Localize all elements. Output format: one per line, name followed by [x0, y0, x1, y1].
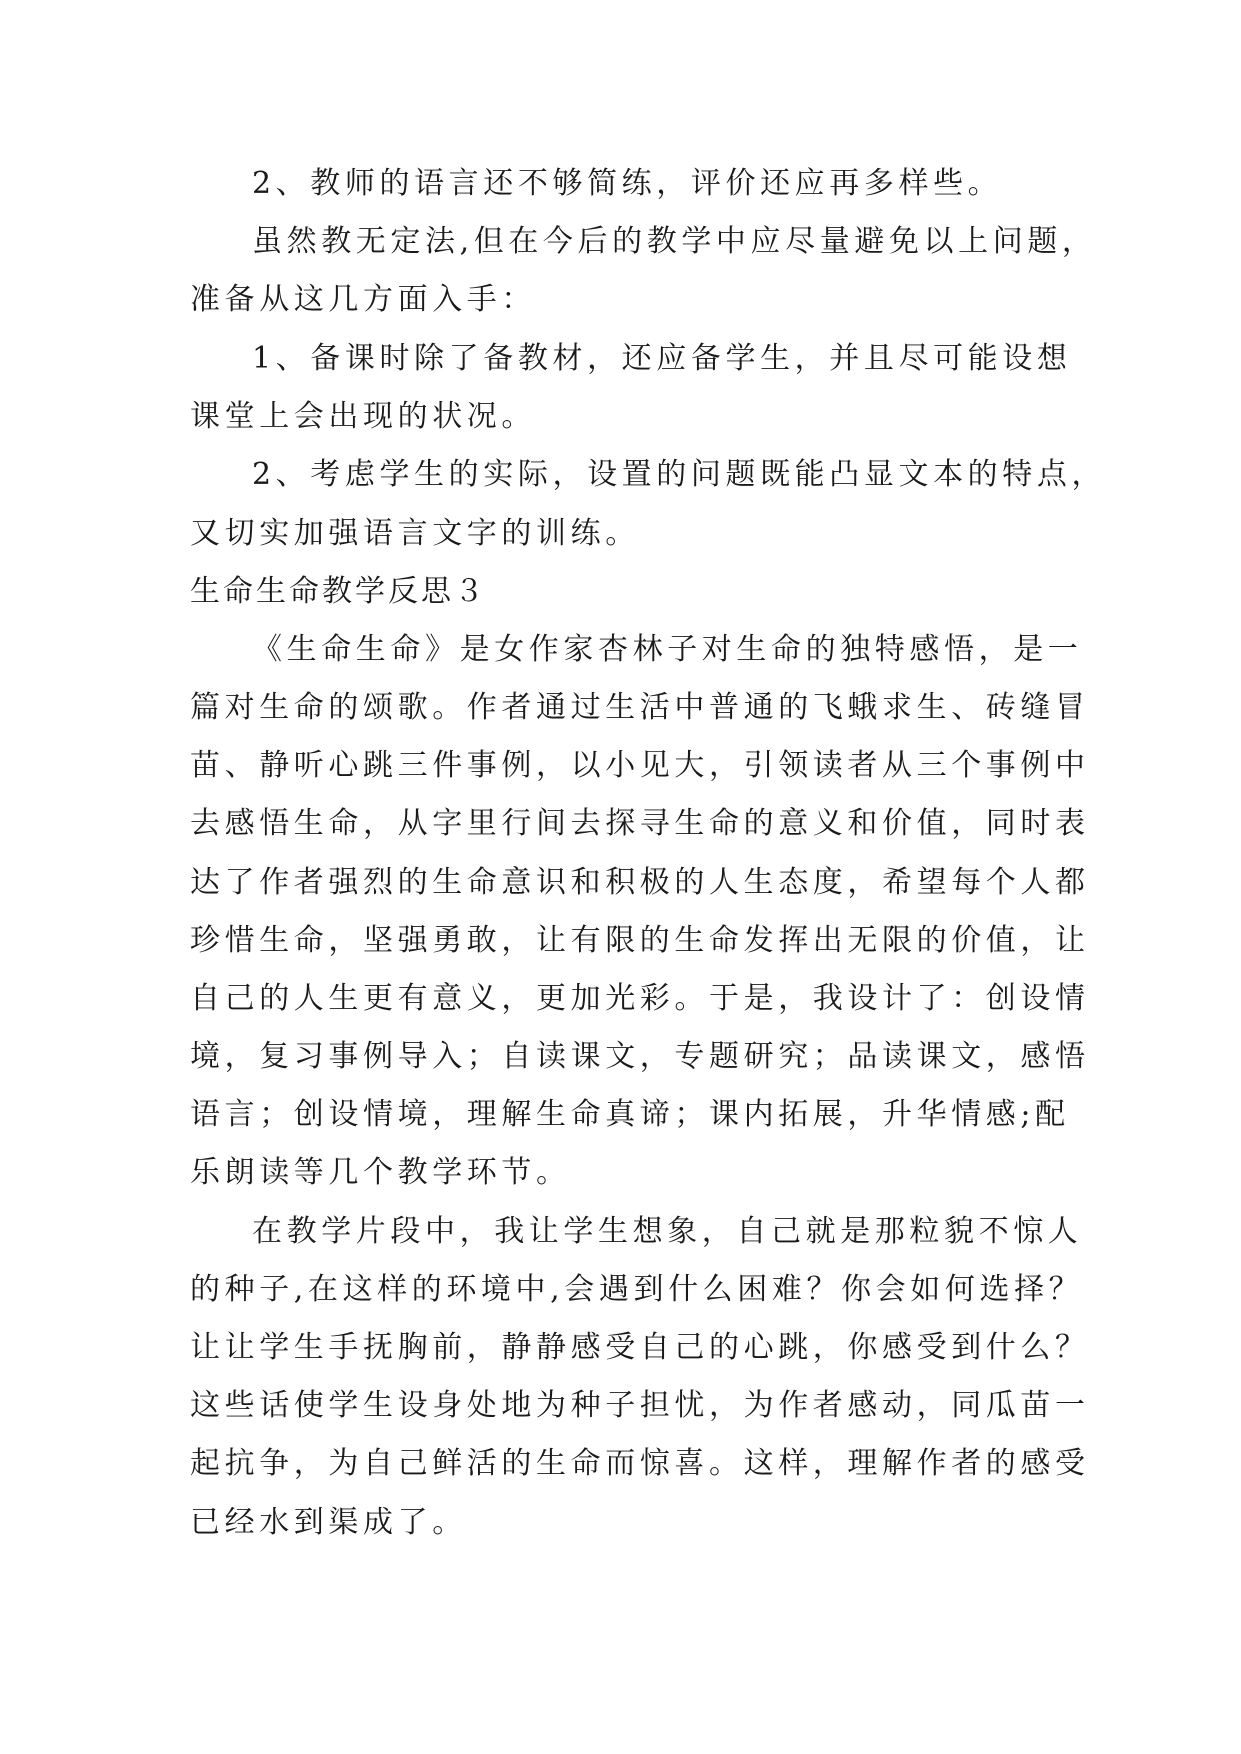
- text-line: 这些话使学生设身处地为种子担忧，为作者感动，同瓜苗一: [190, 1388, 1090, 1423]
- text-line: 达了作者强烈的生命意识和积极的人生态度，希望每个人都: [190, 865, 1090, 900]
- text-line: 篇对生命的颂歌。作者通过生活中普通的飞蛾求生、砖缝冒: [190, 690, 1090, 725]
- text-line: 乐朗读等几个教学环节。: [190, 1155, 571, 1190]
- text-line: 2、教师的语言还不够简练，评价还应再多样些。: [252, 166, 1003, 201]
- text-line: 境，复习事例导入；自读课文，专题研究；品读课文，感悟: [190, 1039, 1090, 1074]
- text-line: 准备从这几方面入手：: [190, 282, 536, 317]
- text-line: 《生命生命》是女作家杏林子对生命的独特感悟，是一: [252, 632, 1083, 667]
- text-line: 虽然教无定法,但在今后的教学中应尽量避免以上问题，: [252, 224, 1097, 259]
- text-line: 自己的人生更有意义，更加光彩。于是，我设计了：创设情: [190, 981, 1090, 1016]
- text-line: 苗、静听心跳三件事例，以小见大，引领读者从三个事例中: [190, 748, 1090, 783]
- text-line: 让让学生手抚胸前，静静感受自己的心跳，你感受到什么？: [190, 1330, 1090, 1365]
- text-line: 的种子,在这样的环境中,会遇到什么困难？你会如何选择？: [190, 1272, 1084, 1307]
- text-line: 去感悟生命，从字里行间去探寻生命的意义和价值，同时表: [190, 806, 1090, 841]
- text-line: 课堂上会出现的状况。: [190, 399, 536, 434]
- text-line: 2、考虑学生的实际，设置的问题既能凸显文本的特点，: [252, 457, 1107, 492]
- text-line: 起抗争，为自己鲜活的生命而惊喜。这样，理解作者的感受: [190, 1446, 1090, 1481]
- text-line: 1、备课时除了备教材，还应备学生，并且尽可能设想: [252, 341, 1072, 376]
- text-line: 在教学片段中，我让学生想象，自己就是那粒貌不惊人: [252, 1214, 1083, 1249]
- text-line: 又切实加强语言文字的训练。: [190, 516, 640, 551]
- text-line: 珍惜生命，坚强勇敢，让有限的生命发挥出无限的价值，让: [190, 923, 1090, 958]
- text-line: 语言；创设情境，理解生命真谛；课内拓展，升华情感;配: [190, 1097, 1070, 1132]
- section-heading: 生命生命教学反思３: [190, 574, 487, 609]
- text-line: 已经水到渠成了。: [190, 1505, 467, 1540]
